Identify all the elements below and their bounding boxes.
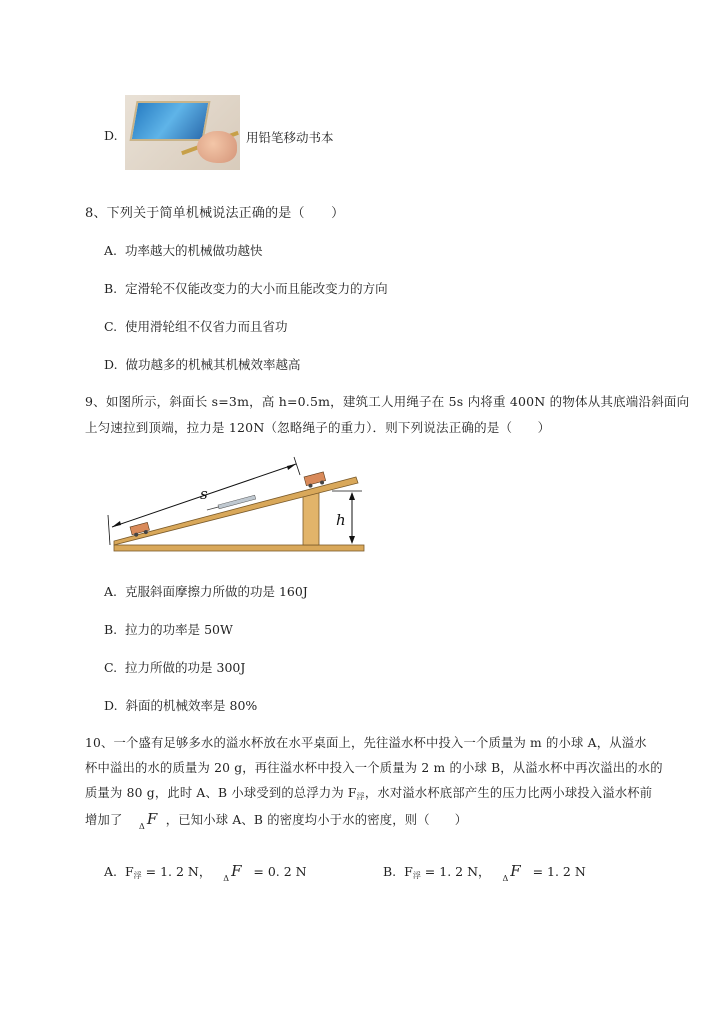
s-arrow-head-right xyxy=(287,464,296,470)
q10-line4-a: 增加了 xyxy=(85,813,123,827)
q7-option-d-letter: D. xyxy=(104,128,118,143)
q10-option-a xyxy=(104,862,307,883)
option-letter: B. xyxy=(104,281,118,296)
q8-option-a xyxy=(104,241,262,259)
option-letter: A. xyxy=(104,864,118,879)
option-text: 功率越大的机械做功越快 xyxy=(124,243,263,258)
option-letter: D. xyxy=(104,698,118,713)
h-arrow-head-bottom xyxy=(349,536,355,544)
delta-symbol: Δ xyxy=(138,822,145,831)
option-delta: Δ xyxy=(223,874,230,883)
q10-line3-a: 质量为 80 g，此时 A、B 小球受到的总浮力为 F xyxy=(85,786,357,800)
hand-image xyxy=(197,131,237,163)
q10-line1: 10、一个盛有足够多水的溢水杯放在水平桌面上，先往溢水杯中投入一个质量为 m 的小球 A，从溢水 xyxy=(85,736,647,750)
q8-option-d xyxy=(104,355,301,373)
q8-option-c xyxy=(104,317,288,335)
q10-line3 xyxy=(85,783,652,802)
q9-option-a xyxy=(104,582,308,600)
s-tick-right xyxy=(294,457,300,475)
q9-option-b xyxy=(104,620,233,638)
q10-option-b xyxy=(383,862,586,883)
ground-plank xyxy=(114,545,364,551)
option-letter: A. xyxy=(104,584,118,599)
option-f: F xyxy=(124,864,134,879)
s-tick-left xyxy=(108,515,110,545)
option-letter: A. xyxy=(104,243,118,258)
support-post xyxy=(303,491,319,545)
option-text: 使用滑轮组不仅省力而且省功 xyxy=(125,319,288,334)
option-text: 克服斜面摩擦力所做的功是 160J xyxy=(124,584,308,599)
option-text: 斜面的机械效率是 80% xyxy=(125,698,258,713)
q9-option-c xyxy=(104,658,245,676)
option-v2: = 0. 2 N xyxy=(253,864,307,879)
incline-plank xyxy=(114,477,358,545)
q10-line3-b: ，水对溢水杯底部产生的压力比两小球投入溢水杯前 xyxy=(364,786,653,800)
option-v1: = 1. 2 N， xyxy=(424,864,491,879)
option-df: F xyxy=(231,862,242,880)
q10-line4 xyxy=(85,810,467,831)
q8-stem: 8、下列关于简单机械说法正确的是（ ） xyxy=(85,206,345,221)
s-arrow-head-left xyxy=(112,521,121,527)
h-label: h xyxy=(336,511,346,529)
f-symbol: F xyxy=(146,810,158,828)
option-text: 拉力所做的功是 300J xyxy=(125,660,246,675)
option-f: F xyxy=(404,864,413,879)
option-f-sub: 浮 xyxy=(133,871,142,880)
option-letter: D. xyxy=(104,357,118,372)
option-letter: C. xyxy=(104,660,118,675)
h-arrow-head-top xyxy=(349,492,355,500)
option-f-sub: 浮 xyxy=(412,871,421,880)
s-label: s xyxy=(200,485,208,503)
q8-option-b xyxy=(104,279,388,297)
q10-line2: 杯中溢出的水的质量为 20 g，再往溢水杯中投入一个质量为 2 m 的小球 B，从溢水杯中再次溢出的水的 xyxy=(85,761,663,775)
option-letter: B. xyxy=(383,864,397,879)
q9-stem-line2: 上匀速拉到顶端，拉力是 120N（忽略绳子的重力）．则下列说法正确的是（ ） xyxy=(85,420,551,435)
q10-line4-b: ，已知小球 A、B 的密度均小于水的密度，则（ ） xyxy=(165,813,468,827)
option-df: F xyxy=(510,862,521,880)
buoyancy-subscript: 浮 xyxy=(356,792,365,801)
book-image xyxy=(129,101,210,141)
option-letter: B. xyxy=(104,622,118,637)
option-text: 定滑轮不仅能改变力的大小而且能改变力的方向 xyxy=(125,281,388,296)
option-letter: C. xyxy=(104,319,118,334)
option-v1: = 1. 2 N， xyxy=(145,864,212,879)
incline-diagram xyxy=(100,455,380,555)
q9-option-d xyxy=(104,696,257,714)
option-v2: = 1. 2 N xyxy=(532,864,586,879)
q7-option-d-caption: 用铅笔移动书本 xyxy=(246,130,334,145)
pencil-moving-book-photo xyxy=(125,95,240,170)
q9-stem-line1: 9、如图所示，斜面长 s=3m，高 h=0.5m，建筑工人用绳子在 5s 内将重 400N 的物体从其底端沿斜面向 xyxy=(85,394,690,409)
option-text: 做功越多的机械其机械效率越高 xyxy=(125,357,301,372)
option-delta: Δ xyxy=(502,874,509,883)
option-text: 拉力的功率是 50W xyxy=(125,622,233,637)
